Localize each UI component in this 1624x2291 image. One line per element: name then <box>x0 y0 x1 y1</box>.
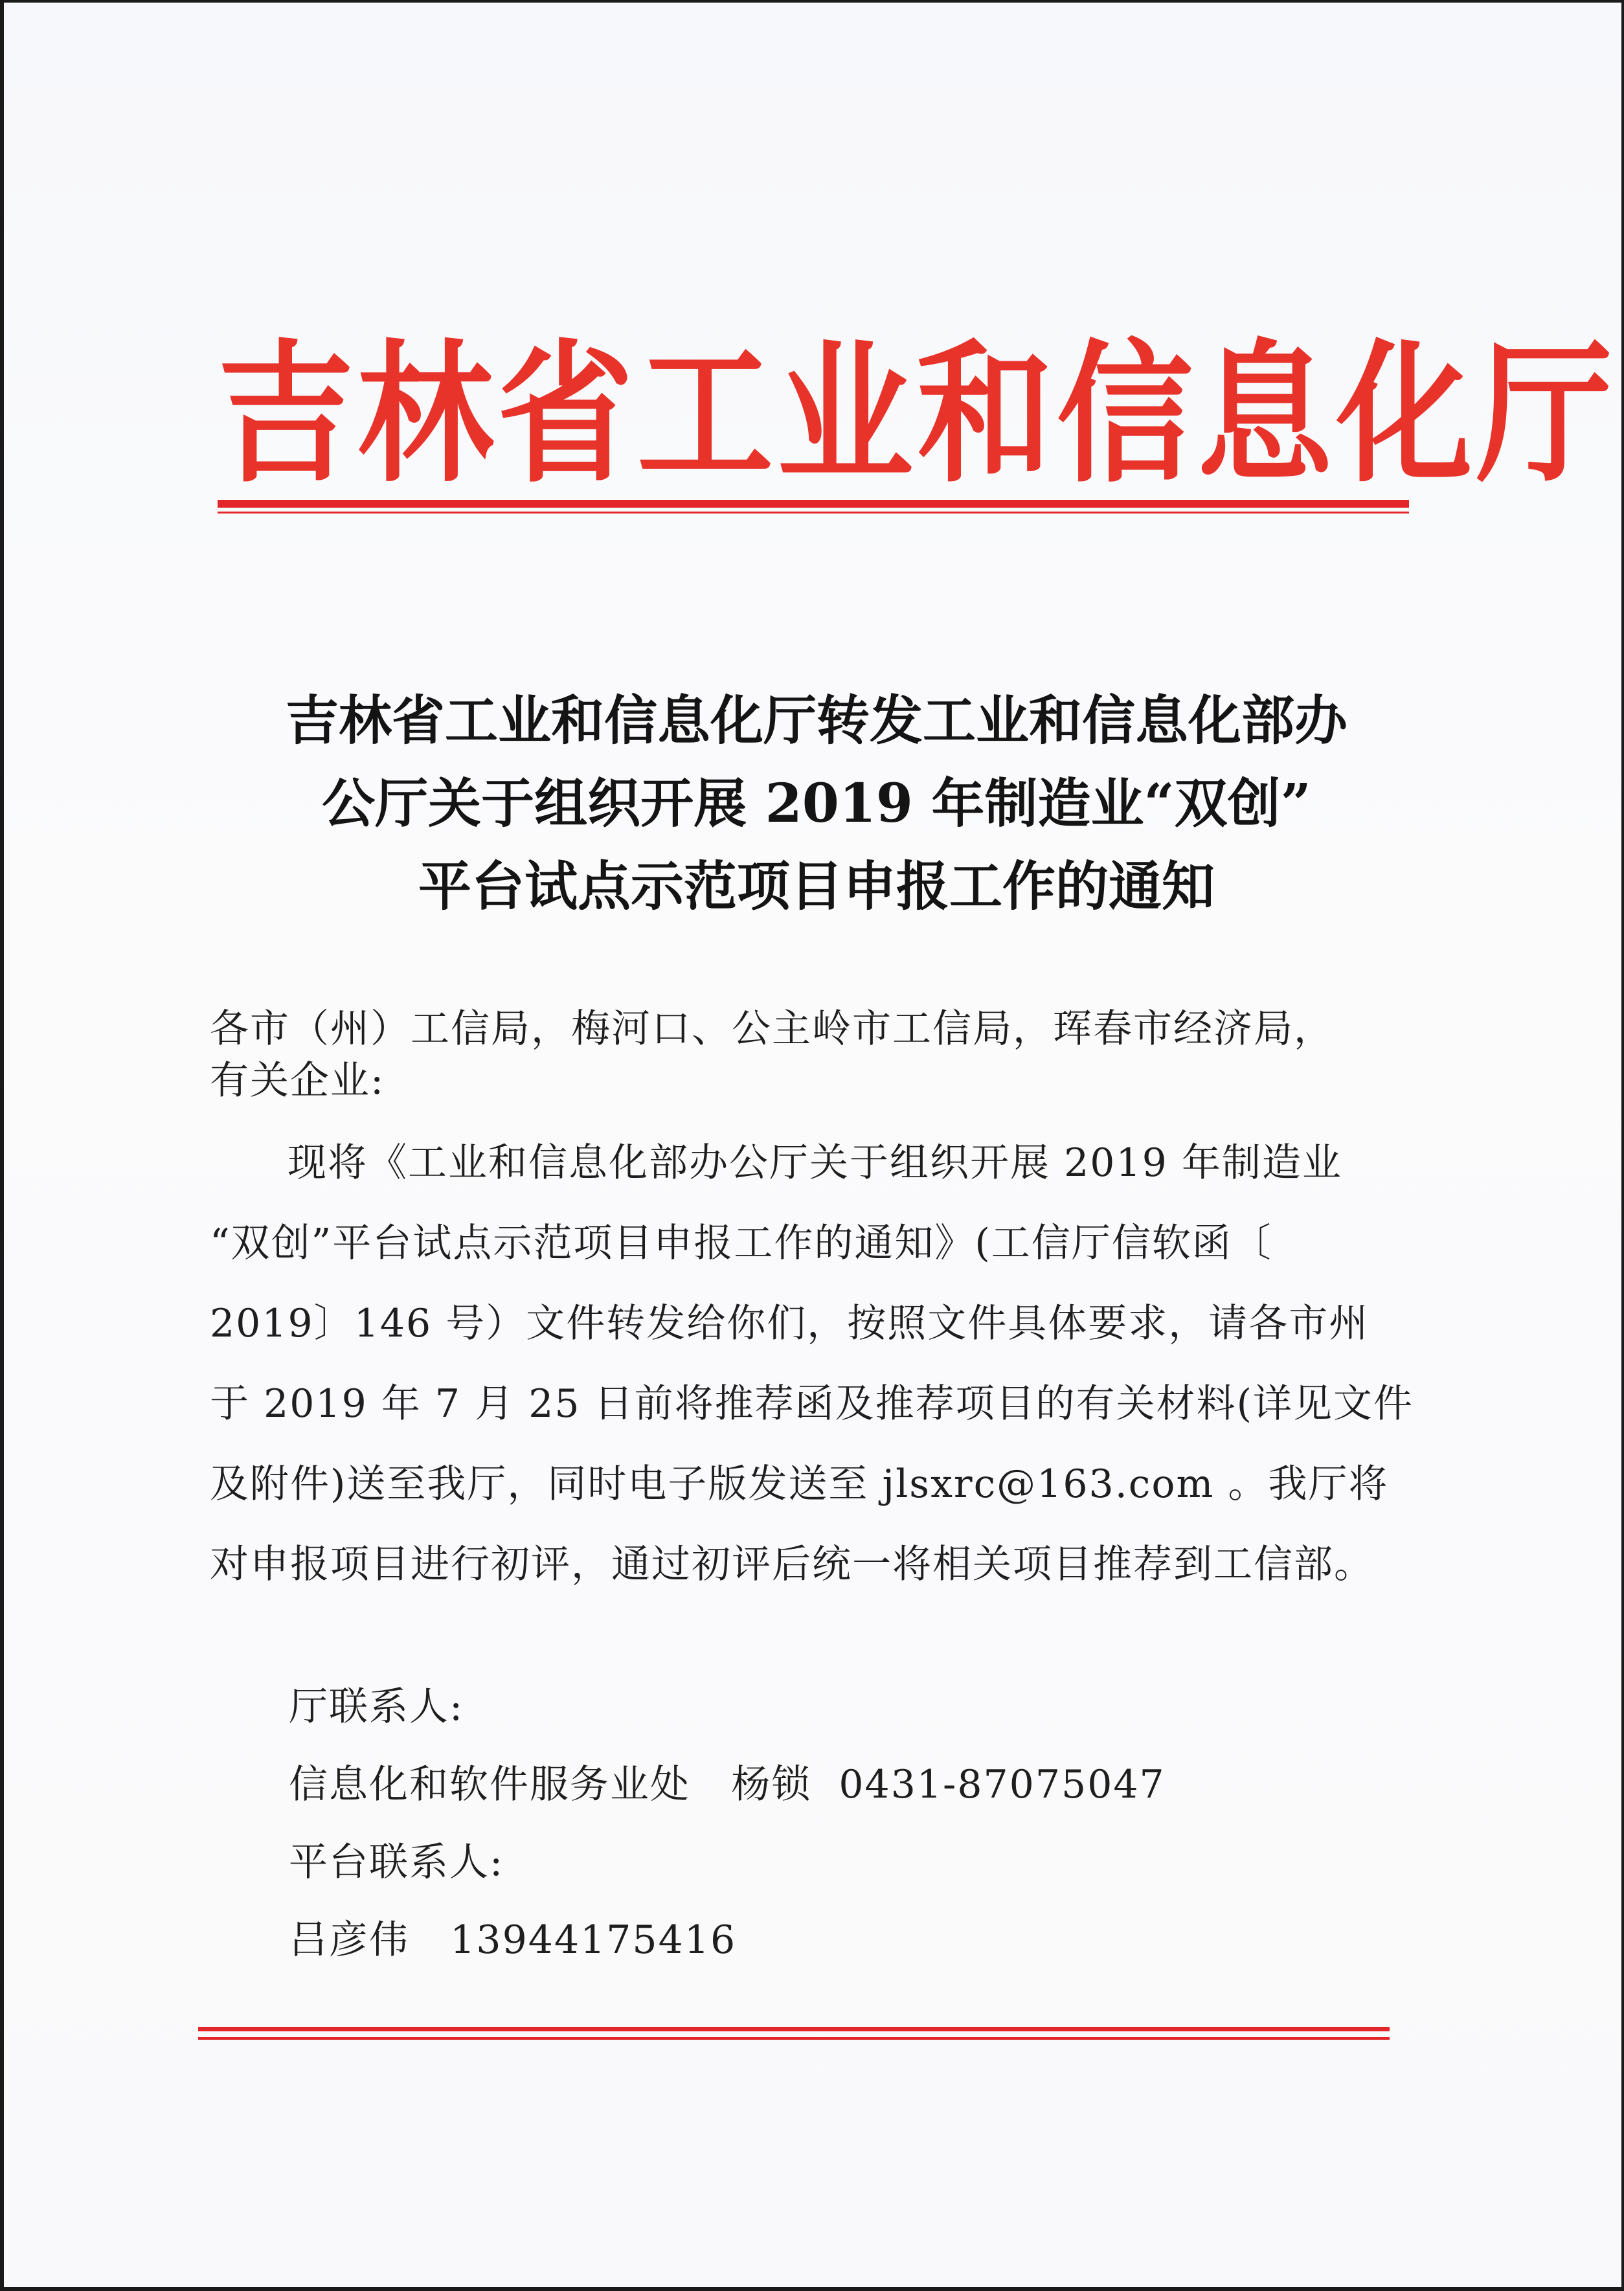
letterhead-title: 吉林省工业和信息化厅 <box>218 324 1617 504</box>
body-line: “双创”平台试点示范项目申报工作的通知》(工信厅信软函〔 <box>210 1221 1272 1266</box>
document-title-line: 公厅关于组织开展 2019 年制造业“双创” <box>322 773 1311 835</box>
document-title-line: 平台试点示范项目申报工作的通知 <box>418 855 1215 918</box>
document-title <box>205 679 1428 928</box>
contacts-section <box>289 1668 1390 1979</box>
footer-red-rule <box>198 2027 1390 2031</box>
addressee-line: 有关企业: <box>210 1058 385 1103</box>
footer-red-rule-thin <box>198 2037 1390 2040</box>
body-line: 2019〕146 号）文件转发给你们，按照文件具体要求，请各市州 <box>210 1301 1370 1346</box>
platform-contact-info: 吕彦伟 13944175416 <box>289 1917 737 1963</box>
body-paragraph <box>210 1123 1414 1605</box>
body-line: 对申报项目进行初评，通过初评后统一将相关项目推荐到工信部。 <box>210 1542 1374 1587</box>
body-line: 现将《工业和信息化部办公厅关于组织开展 2019 年制造业 <box>288 1140 1342 1186</box>
addressee <box>210 1003 1414 1107</box>
letterhead-red-rule-thin <box>218 512 1409 514</box>
body-line: 于 2019 年 7 月 25 日前将推荐函及推荐项目的有关材料(详见文件 <box>210 1381 1414 1427</box>
dept-contact-info: 信息化和软件服务业处 杨锁 0431-87075047 <box>289 1762 1166 1807</box>
body-line: 及附件)送至我厅，同时电子版发送至 jlsxrc@163.com 。我厅将 <box>210 1462 1389 1507</box>
document-title-line: 吉林省工业和信息化厅转发工业和信息化部办 <box>285 690 1348 752</box>
letterhead-red-rule <box>218 500 1409 508</box>
addressee-line: 各市（州）工信局，梅河口、公主岭市工信局，珲春市经济局， <box>210 1006 1334 1052</box>
dept-contact-label: 厅联系人: <box>289 1684 464 1730</box>
platform-contact-label: 平台联系人: <box>289 1840 504 1885</box>
